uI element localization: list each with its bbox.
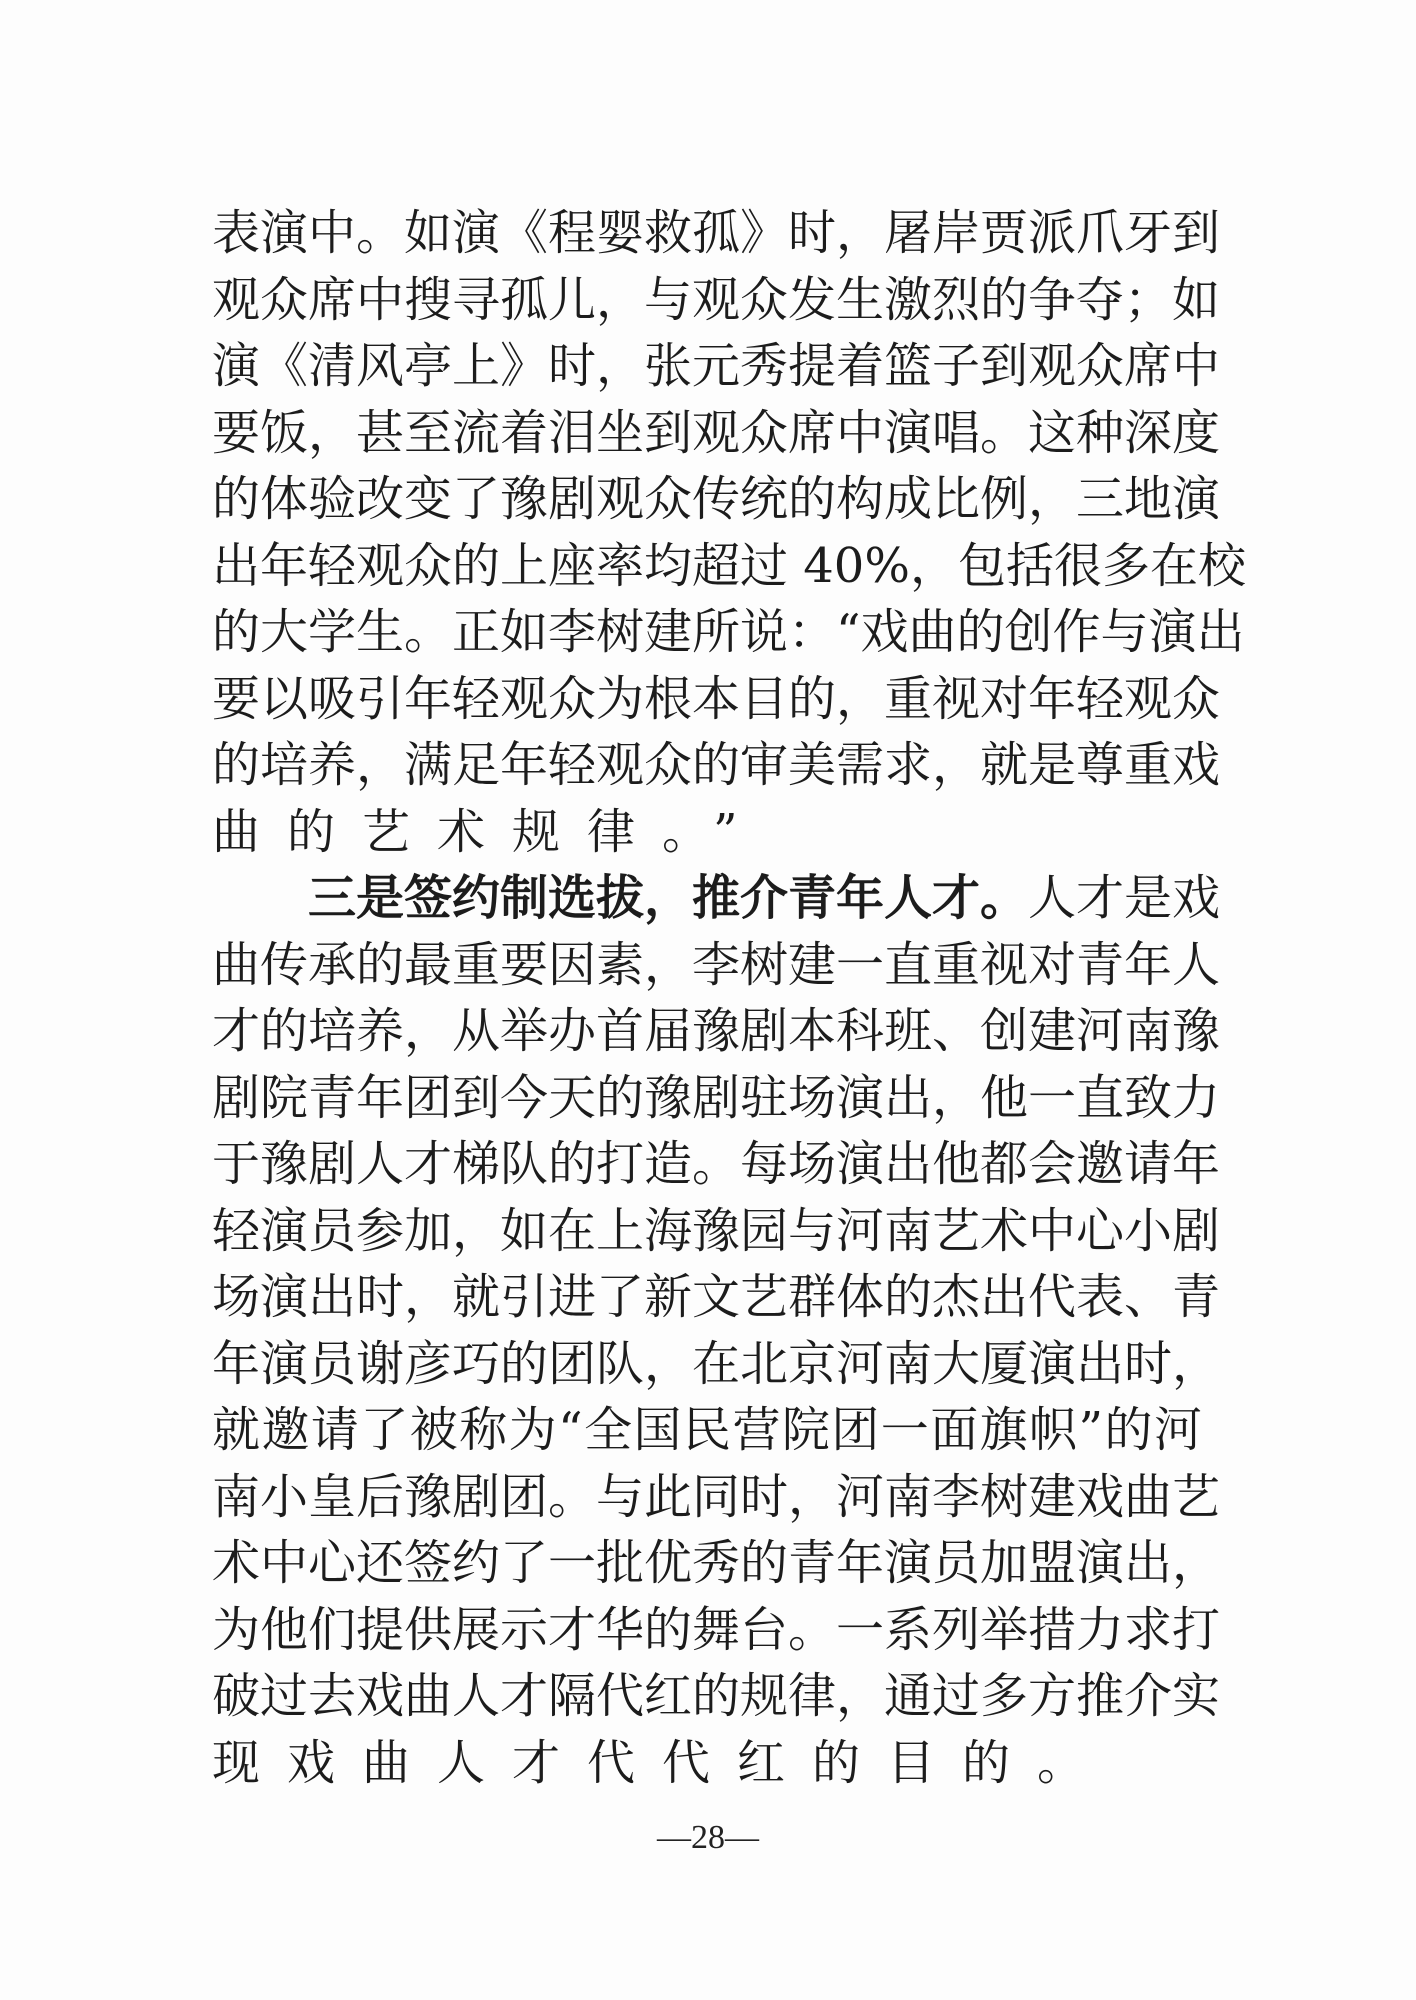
text-line: 观众席中搜寻孤儿，与观众发生激烈的争夺；如 — [212, 271, 1221, 328]
text-line: 出年轻观众的上座率均超过 40%，包括很多在校 — [212, 537, 1246, 594]
text-line: 南小皇后豫剧团。与此同时，河南李树建戏曲艺 — [212, 1468, 1221, 1525]
text-line: 场演出时，就引进了新文艺群体的杰出代表、青 — [212, 1269, 1221, 1325]
text-line: 剧院青年团到今天的豫剧驻场演出，他一直致力 — [212, 1069, 1221, 1126]
page-number: —28— — [657, 1819, 759, 1856]
text-line: 破过去戏曲人才隔代红的规律，通过多方推介实 — [212, 1668, 1221, 1724]
section-heading: 三是签约制选拔，推介青年人才。 — [308, 870, 1029, 926]
text-line: 现戏曲人才代代红的目的。 — [212, 1734, 1113, 1791]
text-line: 曲的艺术规律。” — [212, 803, 765, 860]
text-run: 人才是戏 — [1028, 870, 1221, 926]
text-line: 曲传承的最重要因素，李树建一直重视对青年人 — [212, 936, 1221, 993]
text-line: 轻演员参加，如在上海豫园与河南艺术中心小剧 — [212, 1202, 1221, 1259]
text-line: 要以吸引年轻观众为根本目的，重视对年轻观众 — [212, 670, 1221, 727]
text-line: 的体验改变了豫剧观众传统的构成比例，三地演 — [212, 471, 1221, 527]
text-line: 为他们提供展示才华的舞台。一系列举措力求打 — [212, 1601, 1221, 1658]
text-line: 术中心还签约了一批优秀的青年演员加盟演出， — [212, 1535, 1221, 1591]
text-line: 演《清风亭上》时，张元秀提着篮子到观众席中 — [212, 338, 1221, 394]
text-line: 的培养，满足年轻观众的审美需求，就是尊重戏 — [212, 737, 1221, 793]
text-line: 要饭，甚至流着泪坐到观众席中演唱。这种深度 — [212, 404, 1221, 461]
text-line: 表演中。如演《程婴救孤》时，屠岸贾派爪牙到 — [212, 205, 1221, 261]
text-line: 就邀请了被称为“全国民营院团一面旗帜”的河 — [212, 1402, 1202, 1458]
text-line: 年演员谢彦巧的团队，在北京河南大厦演出时， — [212, 1335, 1221, 1392]
text-line: 的大学生。正如李树建所说：“戏曲的创作与演出 — [212, 604, 1245, 660]
paragraph-heading-line — [212, 865, 1221, 932]
body-text — [212, 200, 1246, 1796]
text-line: 才的培养，从举办首届豫剧本科班、创建河南豫 — [212, 1003, 1221, 1059]
text-line: 于豫剧人才梯队的打造。每场演出他都会邀请年 — [212, 1136, 1221, 1192]
